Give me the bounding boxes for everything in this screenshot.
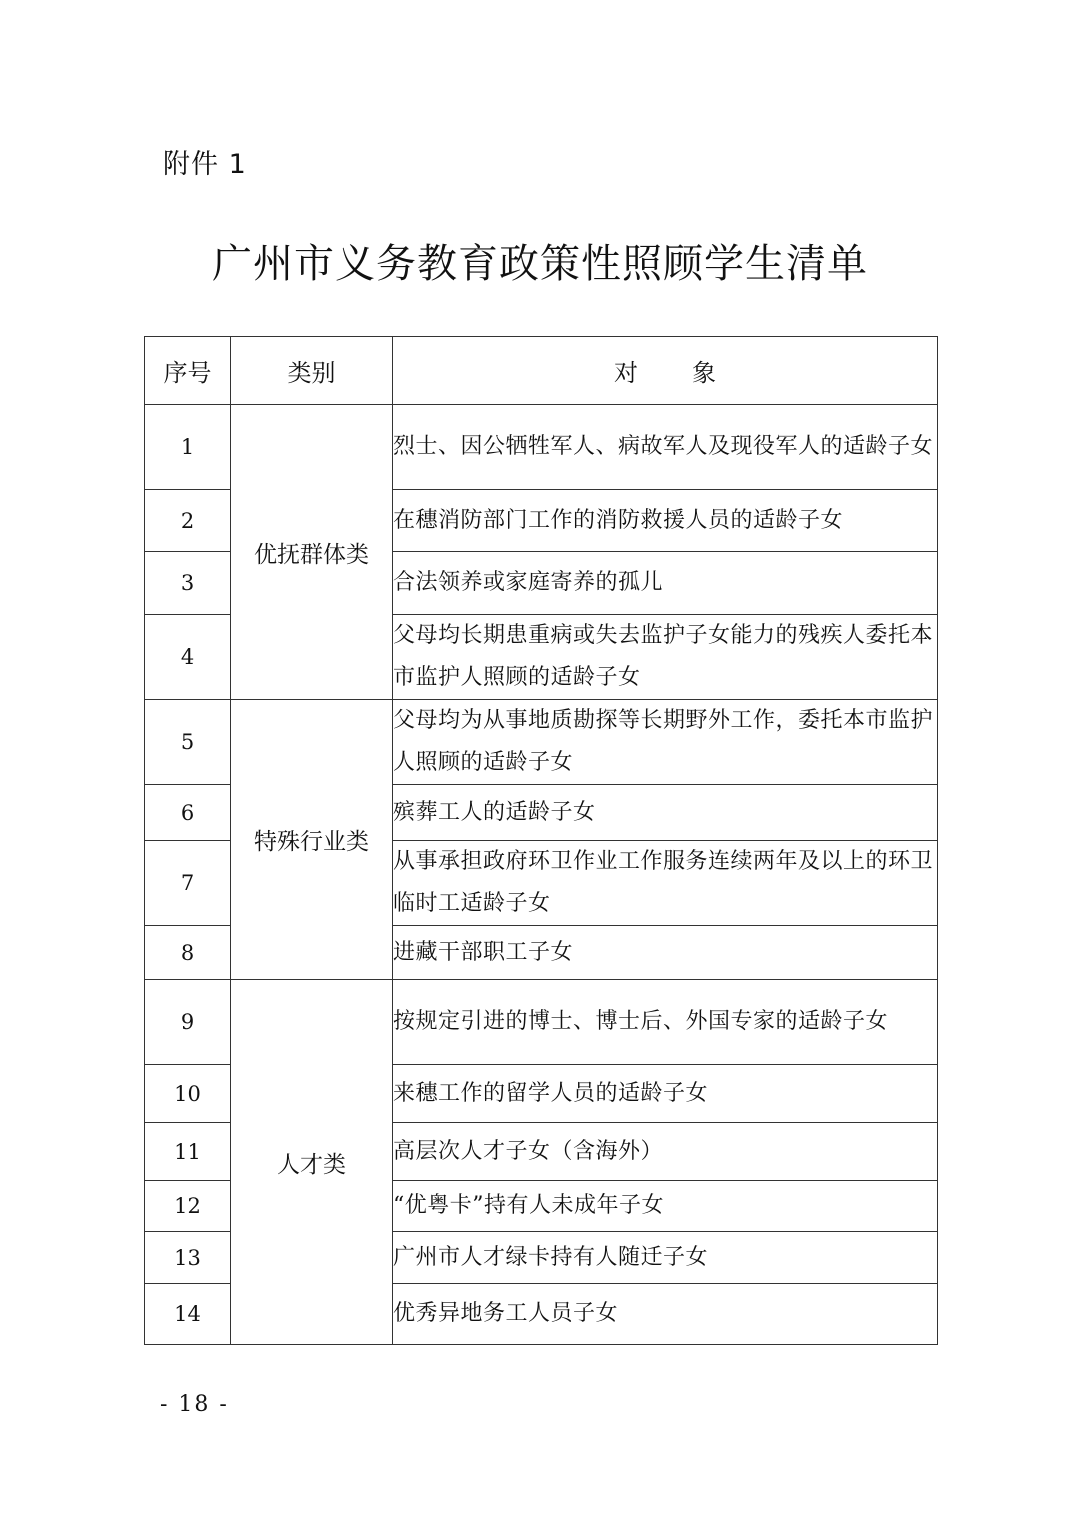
row-target: 在穗消防部门工作的消防救援人员的适龄子女	[393, 490, 938, 552]
row-number: 5	[145, 700, 231, 785]
row-number: 10	[145, 1065, 231, 1123]
row-number: 14	[145, 1284, 231, 1345]
row-number: 6	[145, 785, 231, 841]
row-target: 从事承担政府环卫作业工作服务连续两年及以上的环卫临时工适龄子女	[393, 841, 938, 926]
header-category: 类别	[231, 337, 393, 405]
header-target-part2: 象	[692, 359, 716, 387]
row-number: 8	[145, 926, 231, 980]
row-target: 进藏干部职工子女	[393, 926, 938, 980]
row-target: 高层次人才子女（含海外）	[393, 1123, 938, 1181]
row-target: 来穗工作的留学人员的适龄子女	[393, 1065, 938, 1123]
row-target: 父母均长期患重病或失去监护子女能力的残疾人委托本市监护人照顾的适龄子女	[393, 615, 938, 700]
row-number: 1	[145, 405, 231, 490]
table-row	[145, 405, 938, 490]
row-number: 11	[145, 1123, 231, 1181]
row-number: 12	[145, 1181, 231, 1232]
header-index: 序号	[145, 337, 231, 405]
row-target: 广州市人才绿卡持有人随迁子女	[393, 1232, 938, 1284]
table-row	[145, 980, 938, 1065]
category-cell: 人才类	[231, 980, 393, 1345]
table-row	[145, 700, 938, 785]
row-target: 合法领养或家庭寄养的孤儿	[393, 552, 938, 615]
document-title: 广州市义务教育政策性照顾学生清单	[212, 241, 868, 287]
row-number: 2	[145, 490, 231, 552]
table-header-row	[145, 337, 938, 405]
attachment-label: 附件 1	[163, 149, 247, 180]
page-number: - 18 -	[160, 1392, 229, 1417]
row-number: 9	[145, 980, 231, 1065]
row-target: 烈士、因公牺牲军人、病故军人及现役军人的适龄子女	[393, 405, 938, 490]
header-target	[393, 337, 938, 405]
row-target: 殡葬工人的适龄子女	[393, 785, 938, 841]
row-number: 3	[145, 552, 231, 615]
row-target: “优粤卡”持有人未成年子女	[393, 1181, 938, 1232]
row-target: 父母均为从事地质勘探等长期野外工作，委托本市监护人照顾的适龄子女	[393, 700, 938, 785]
row-number: 7	[145, 841, 231, 926]
category-cell: 优抚群体类	[231, 405, 393, 700]
category-cell: 特殊行业类	[231, 700, 393, 980]
policy-table	[144, 336, 938, 1345]
row-number: 4	[145, 615, 231, 700]
row-target: 按规定引进的博士、博士后、外国专家的适龄子女	[393, 980, 938, 1065]
row-number: 13	[145, 1232, 231, 1284]
row-target: 优秀异地务工人员子女	[393, 1284, 938, 1345]
header-target-part1: 对	[614, 359, 638, 387]
